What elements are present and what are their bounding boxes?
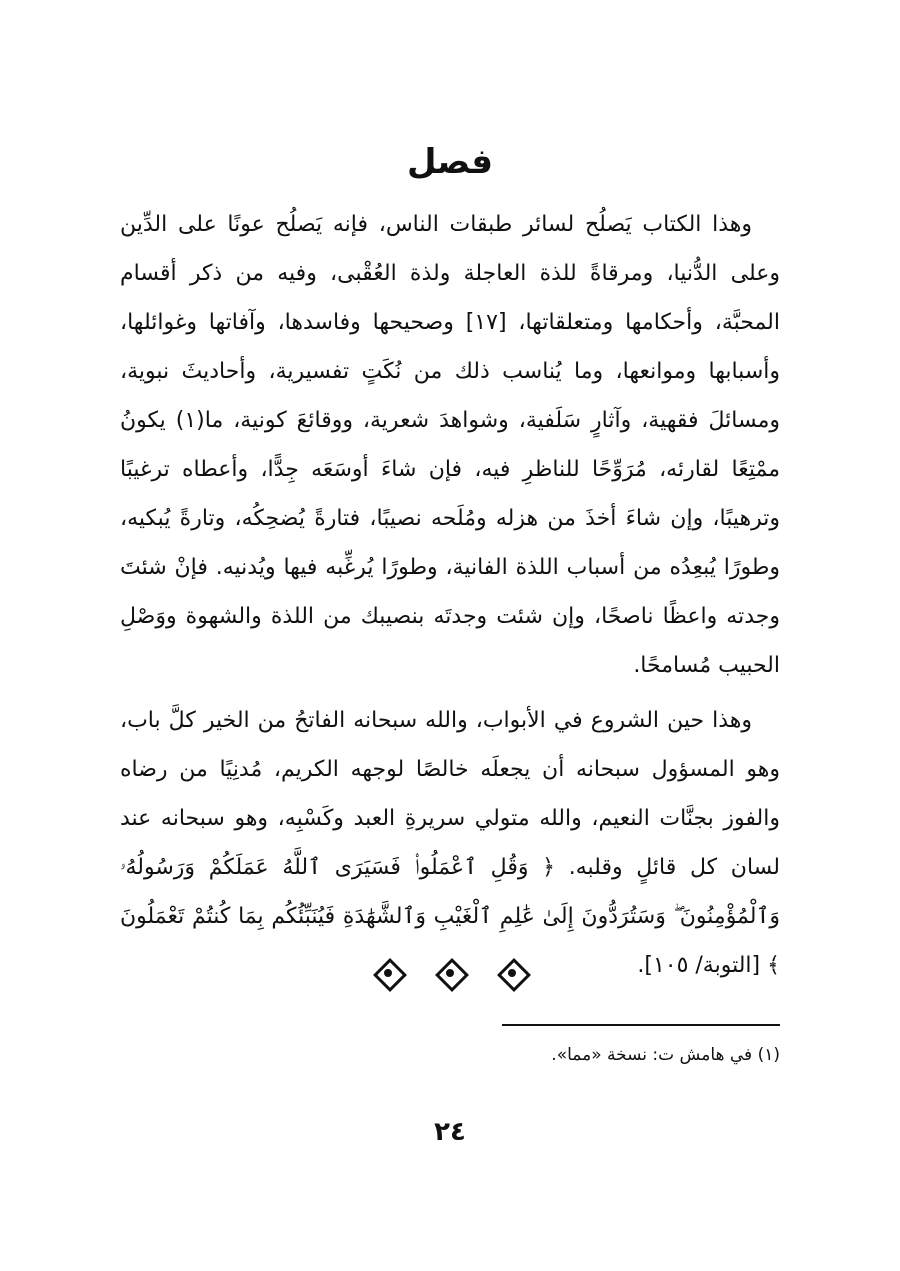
ornament-icon [497,958,527,988]
footnote: (١) في هامش ت: نسخة «مما». [551,1045,780,1065]
paragraph: وهذا الكتاب يَصلُح لسائر طبقات الناس، فإنه يَصلُح عونًا على الدِّين وعلى الدُّنيا، ومرقاةً للذة العاجلة ولذة العُقْبى، وفيه من ذكر أقسام المحبَّة، وأحكامها ومتعلقاتها، [١٧] وصحيحها وفاسدها، وآفاتها وغوائلها، وأسبابها وموانعها، وما يُناسب ذلك من نُكَتٍ تفسيرية، وأحاديثَ نبوية، ومسائلَ فقهية، وآثارٍ سَلَفية، وشواهدَ شعرية، ووقائعَ كونية، ما(١) يكونُ ممْتِعًا لقارئه، مُرَوِّحًا للناظرِ فيه، فإن شاءَ أوسَعَه جِدًّا، وأعطاه ترغيبًا وترهيبًا، وإن شاءَ أخذَ من هزله ومُلَحه نصيبًا، فتارةً يُضحِكُه، وتارةً يُبكيه، وطورًا يُبعِدُه من أسباب اللذة الفانية، وطورًا يُرغِّبه فيها ويُدنيه. فإنْ شئتَ وجدته واعظًا ناصحًا، وإن شئت وجدتَه بنصيبك من اللذة والشهوة ووَصْلِ الحبيب مُسامحًا. [120,212,781,678]
page-number: ٢٤ [434,1117,466,1147]
ornament-icon [435,958,465,988]
footnote-divider [502,1024,780,1026]
section-heading: فصل [406,142,494,182]
paragraph: وهذا حين الشروع في الأبواب، والله سبحانه الفاتحُ من الخير كلَّ باب، وهو المسؤول سبحانه أن يجعلَه خالصًا لوجهه الكريم، مُدنِيًا من رضاه والفوز بجنَّات النعيم، والله متولي سريرةِ العبد وكَسْبِه، وهو سبحانه عند لسان كل قائلٍ وقلبه. ﴿ وَقُلِ ٱعْمَلُوا۟ فَسَيَرَى ٱللَّهُ عَمَلَكُمْ وَرَسُولُهُۥ وَٱلْمُؤْمِنُونَ ۖ وَسَتُرَدُّونَ إِلَىٰ عَٰلِمِ ٱلْغَيْبِ وَٱلشَّهَٰدَةِ فَيُنَبِّئُكُم بِمَا كُنتُمْ تَعْمَلُونَ ﴾ [التوبة/ ١٠٥]. [120,708,780,978]
main-text [120,200,780,998]
ornament-icon [373,958,403,988]
section-end-ornaments [0,958,900,995]
